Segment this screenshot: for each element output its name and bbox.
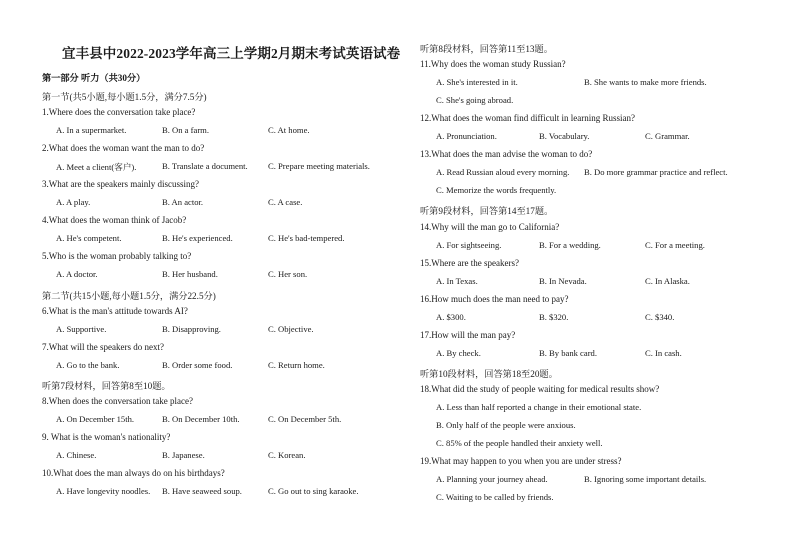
answer-option: B. She wants to make more friends.	[584, 77, 707, 88]
answer-option: C. 85% of the people handled their anxiety well.	[436, 438, 603, 449]
answer-option: C. Waiting to be called by friends.	[436, 492, 554, 503]
question-text: 15.Where are the speakers?	[420, 257, 519, 268]
answer-option: C. Prepare meeting materials.	[268, 161, 370, 172]
question-text: 2.What does the woman want the man to do?	[42, 143, 205, 154]
question-text: 5.Who is the woman probably talking to?	[42, 251, 192, 262]
answer-option: A. A doctor.	[56, 269, 98, 280]
question-text: 13.What does the man advise the woman to do?	[420, 149, 593, 160]
answer-option: B. He's experienced.	[162, 233, 233, 244]
answer-option: C. In Alaska.	[645, 275, 690, 286]
question-text: 19.What may happen to you when you are under stress?	[420, 456, 622, 467]
answer-option: A. $300.	[436, 311, 466, 322]
answer-option: B. Only half of the people were anxious.	[436, 420, 576, 431]
question-text: 3.What are the speakers mainly discussing?	[42, 179, 199, 190]
answer-option: C. A case.	[268, 197, 303, 208]
answer-option: B. Ignoring some important details.	[584, 474, 707, 485]
answer-option: B. Translate a document.	[162, 161, 248, 172]
answer-option: C. She's going abroad.	[436, 95, 514, 106]
answer-option: B. On a farm.	[162, 125, 210, 136]
answer-option: A. A play.	[56, 197, 91, 208]
answer-option: A. She's interested in it.	[436, 77, 518, 88]
answer-option: C. Her son.	[268, 269, 308, 280]
answer-option: C. On December 5th.	[268, 413, 342, 424]
answer-option: A. He's competent.	[56, 233, 122, 244]
answer-option: A. On December 15th.	[56, 413, 135, 424]
question-text: 7.What will the speakers do next?	[42, 341, 164, 352]
question-text: 16.How much does the man need to pay?	[420, 293, 569, 304]
answer-option: B. Order some food.	[162, 359, 233, 370]
section-one-heading: 第一节(共5小题,每小题1.5分，满分7.5分)	[42, 92, 207, 102]
answer-option: A. Planning your journey ahead.	[436, 474, 548, 485]
answer-option: A. Have longevity noodles.	[56, 486, 151, 497]
question-text: 18.What did the study of people waiting for medical results show?	[420, 383, 660, 394]
answer-option: B. Vocabulary.	[539, 131, 590, 142]
section-two-heading: 第二节(共15小题,每小题1.5分，满分22.5分)	[42, 290, 216, 301]
question-text: 9. What is the woman's nationality?	[42, 431, 171, 442]
answer-option: B. Disapproving.	[162, 323, 221, 334]
answer-option: C. At home.	[268, 125, 310, 136]
answer-option: B. An actor.	[162, 197, 204, 208]
question-text: 11.Why does the woman study Russian?	[420, 59, 566, 70]
answer-option: B. $320.	[539, 311, 569, 322]
answer-option: A. Read Russian aloud every morning.	[436, 167, 570, 178]
listening-instruction: 听第8段材料，回答第11至13题。	[420, 44, 553, 54]
answer-option: B. For a wedding.	[539, 239, 601, 250]
answer-option: A. By check.	[436, 347, 481, 358]
question-text: 14.Why will the man go to California?	[420, 221, 560, 232]
answer-option: A. For sightseeing.	[436, 239, 502, 250]
answer-option: B. On December 10th.	[162, 413, 240, 424]
answer-option: C. He's bad-tempered.	[268, 233, 345, 244]
page-title: 宜丰县中2022-2023学年高三上学期2月期末考试英语试卷	[62, 46, 401, 61]
answer-option: C. For a meeting.	[645, 239, 705, 250]
listening-instruction: 听第9段材料，回答第14至17题。	[420, 206, 554, 217]
answer-option: B. Have seaweed soup.	[162, 486, 242, 497]
answer-option: C. Memorize the words frequently.	[436, 185, 557, 196]
question-text: 8.When does the conversation take place?	[42, 395, 193, 406]
answer-option: C. Return home.	[268, 359, 325, 370]
question-text: 6.What is the man's attitude towards AI?	[42, 305, 188, 316]
question-text: 17.How will the man pay?	[420, 329, 516, 340]
answer-option: A. Pronunciation.	[436, 131, 497, 142]
answer-option: A. In a supermarket.	[56, 125, 127, 136]
answer-option: C. $340.	[645, 311, 675, 322]
answer-option: B. Do more grammar practice and reflect.	[584, 167, 728, 178]
part-one-heading: 第一部分 听力（共30分）	[42, 73, 146, 83]
answer-option: C. Objective.	[268, 323, 314, 334]
question-text: 10.What does the man always do on his birthdays?	[42, 468, 225, 478]
answer-option: A. Chinese.	[56, 449, 97, 460]
answer-option: C. Go out to sing karaoke.	[268, 486, 359, 497]
question-text: 1.Where does the conversation take place?	[42, 107, 196, 117]
answer-option: A. Supportive.	[56, 323, 107, 334]
answer-option: A. Meet a client(客户).	[56, 162, 137, 173]
answer-option: B. Japanese.	[162, 449, 205, 460]
answer-option: B. In Nevada.	[539, 275, 587, 286]
answer-option: C. Grammar.	[645, 131, 690, 142]
answer-option: C. In cash.	[645, 347, 682, 358]
question-text: 4.What does the woman think of Jacob?	[42, 215, 187, 226]
listening-instruction: 听第10段材料，回答第18至20题。	[420, 368, 558, 379]
answer-option: B. Her husband.	[162, 269, 218, 280]
question-text: 12.What does the woman find difficult in learning Russian?	[420, 113, 636, 124]
answer-option: B. By bank card.	[539, 347, 597, 358]
answer-option: A. Go to the bank.	[56, 359, 120, 370]
listening-instruction: 听第7段材料，回答第8至10题。	[42, 380, 171, 391]
answer-option: A. Less than half reported a change in their emotional state.	[436, 402, 642, 412]
answer-option: A. In Texas.	[436, 275, 478, 286]
answer-option: C. Korean.	[268, 449, 306, 460]
